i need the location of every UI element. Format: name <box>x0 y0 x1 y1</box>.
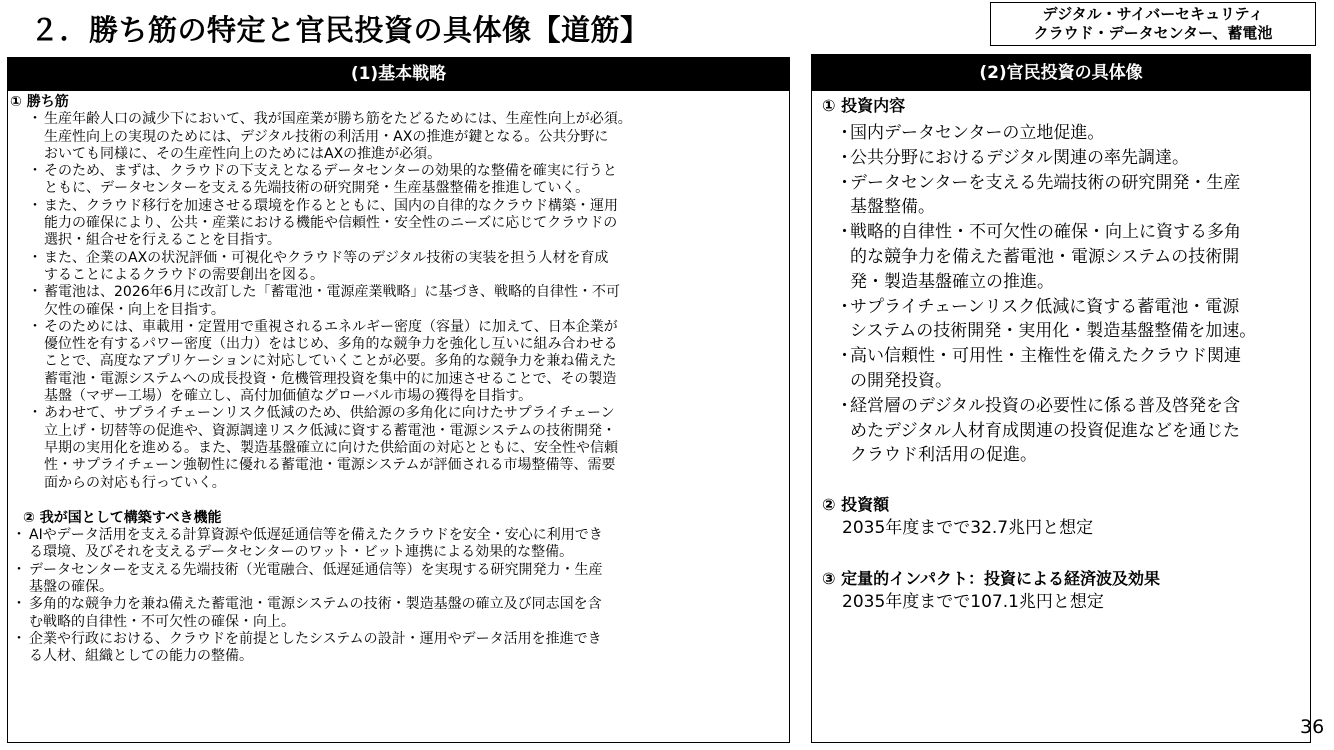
bullet-mark: ・ <box>836 395 853 416</box>
bullet-item <box>10 319 789 405</box>
bullet-line: 企業や行政における、クラウドを前提としたシステムの設計・運用やデータ活用を推進でき <box>29 630 602 647</box>
bullet-line: サプライチェーンリスク低減に資する蓄電池・電源 <box>850 296 1240 317</box>
investment-header: (2)官民投資の具体像 <box>812 55 1310 91</box>
bullet-line: 面からの対応も行っていく。 <box>44 474 226 491</box>
bullet-line: 生産年齢人口の減少下において、我が国産業が勝ち筋をたどるためには、生産性向上が必須。 <box>44 111 632 128</box>
bullet-line: 立上げ・切替等の促進や、資源調達リスク低減に資する蓄電池・電源システムの技術開発・ <box>44 422 617 439</box>
winning-path-heading: ① 勝ち筋 <box>10 94 69 110</box>
bullet-mark: ・ <box>28 284 42 301</box>
bullet-line: あわせて、サプライチェーンリスク低減のため、供給源の多角化に向けたサプライチェーン <box>44 405 615 422</box>
bullet-line: 的な競争力を備えた蓄電池・電源システムの技術開 <box>850 246 1240 267</box>
bullet-mark: ・ <box>12 527 26 544</box>
basic-strategy-body <box>8 91 789 666</box>
bullet-item <box>10 596 789 631</box>
bullet-line: 国内データセンターの立地促進。 <box>850 123 1105 143</box>
bullet-line: む戦略的自律性・不可欠性の確保・向上。 <box>29 613 295 630</box>
bullet-line: 選択・組合せを行えることを目指す。 <box>44 232 281 249</box>
category-tag-box <box>990 2 1316 46</box>
bullet-item <box>10 405 789 491</box>
bullet-item <box>822 121 1310 146</box>
bullet-line: 基盤の確保。 <box>29 579 113 596</box>
bullet-mark: ・ <box>28 318 42 335</box>
bullet-line: 基盤（マザー工場）を確立し、高付加価値なグローバル市場の獲得を目指す。 <box>44 388 533 405</box>
bullet-line: 戦略的自律性・不可欠性の確保・向上に資する多角 <box>850 222 1241 243</box>
bullet-mark: ・ <box>28 405 42 422</box>
bullet-item <box>10 631 789 666</box>
investment-amount-value: 2035年度までで32.7兆円と想定 <box>842 518 1094 539</box>
bullet-item <box>822 171 1310 221</box>
investment-body <box>812 91 1310 614</box>
bullet-line: 能力の確保により、公共・産業における機能や信頼性・安全性のニーズに応じてクラウドの <box>44 215 618 232</box>
bullet-mark: ・ <box>12 596 26 613</box>
bullet-mark: ・ <box>836 172 853 193</box>
basic-strategy-panel <box>7 57 790 743</box>
required-functions-heading: ② 我が国として構築すべき機能 <box>23 509 222 526</box>
bullet-line: 発・製造基盤確立の推進。 <box>850 271 1054 292</box>
bullet-item <box>10 250 789 285</box>
bullet-mark: ・ <box>836 222 853 243</box>
investment-content-list <box>822 121 1310 468</box>
bullet-item <box>10 198 789 250</box>
bullet-item <box>822 146 1310 171</box>
bullet-line: 性・サプライチェーン強靭性に優れる蓄電池・電源システムが評価される市場整備等、需要 <box>44 457 616 474</box>
bullet-line: る環境、及びそれを支えるデータセンターのワット・ビット連携による効果的な整備。 <box>29 544 574 561</box>
bullet-mark: ・ <box>28 111 42 128</box>
bullet-mark: ・ <box>12 630 26 647</box>
winning-path-list <box>10 111 789 492</box>
investment-amount-heading: ② 投資額 <box>822 495 890 515</box>
bullet-line: ともに、データセンターを支える先端技術の研究開発・生産基盤整備を推進していく。 <box>44 180 590 197</box>
page-number: 36 <box>1300 716 1325 738</box>
bullet-item <box>10 111 789 163</box>
bullet-line: おいても同様に、その生産性向上のためにはAXの推進が必須。 <box>44 145 442 162</box>
bullet-mark: ・ <box>28 163 42 180</box>
bullet-mark: ・ <box>12 561 26 578</box>
bullet-line: そのためには、車載用・定置用で重視されるエネルギー密度（容量）に加えて、日本企業が <box>44 318 618 335</box>
bullet-line: 多角的な競争力を兼ね備えた蓄電池・電源システムの技術・製造基盤の確立及び同志国を含 <box>29 596 602 613</box>
bullet-item <box>822 344 1310 394</box>
bullet-line: また、クラウド移行を加速させる環境を作るとともに、国内の自律的なクラウド構築・運用 <box>44 197 618 214</box>
category-tag-line: クラウド・データセンター、蓄電池 <box>1033 24 1273 42</box>
bullet-item <box>822 295 1310 345</box>
category-tag-line: デジタル・サイバーセキュリティ <box>1042 5 1264 23</box>
page-title: ２．勝ち筋の特定と官民投資の具体像【道筋】 <box>30 13 650 47</box>
bullet-item <box>10 562 789 597</box>
bullet-line: 蓄電池・電源システムへの成長投資・危機管理投資を集中的に加速させることで、その製造 <box>44 370 617 387</box>
required-functions-list <box>10 527 789 665</box>
bullet-line: AIやデータ活用を支える計算資源や低遅延通信等を備えたクラウドを安全・安心に利用でき <box>29 527 603 544</box>
bullet-item <box>822 394 1310 468</box>
economic-impact-value: 2035年度までで107.1兆円と想定 <box>842 592 1104 613</box>
bullet-mark: ・ <box>28 249 42 266</box>
bullet-mark: ・ <box>836 147 853 168</box>
bullet-line: クラウド利活用の促進。 <box>850 445 1037 466</box>
bullet-line: 高い信頼性・可用性・主権性を備えたクラウド関連 <box>850 346 1241 367</box>
bullet-line: データセンターを支える先端技術（光電融合、低遅延通信等）を実現する研究開発力・生産 <box>29 561 603 578</box>
bullet-line: システムの技術開発・実用化・製造基盤整備を加速。 <box>850 321 1257 342</box>
bullet-line: 早期の実用化を進める。また、製造基盤確立に向けた供給面の対応とともに、安全性や信頼 <box>44 439 618 456</box>
bullet-item <box>10 527 789 562</box>
bullet-mark: ・ <box>836 123 853 143</box>
bullet-line: データセンターを支える先端技術の研究開発・生産 <box>850 172 1241 193</box>
investment-panel <box>811 54 1311 743</box>
bullet-line: の開発投資。 <box>850 370 952 391</box>
bullet-line: めたデジタル人材育成関連の投資促進などを通じた <box>850 420 1240 441</box>
bullet-mark: ・ <box>28 197 42 214</box>
bullet-line: 経営層のデジタル投資の必要性に係る普及啓発を含 <box>850 395 1240 416</box>
bullet-line: 優位性を有するパワー密度（出力）をはじめ、多角的な競争力を強化し互いに組み合わせる <box>44 336 618 353</box>
investment-content-heading: ① 投資内容 <box>822 96 906 115</box>
bullet-line: そのため、まずは、クラウドの下支えとなるデータセンターの効果的な整備を確実に行うと <box>44 163 617 180</box>
economic-impact-heading: ③ 定量的インパクト：投資による経済波及効果 <box>822 569 1160 589</box>
bullet-item <box>10 163 789 198</box>
bullet-line: 欠性の確保・向上を目指す。 <box>44 301 225 318</box>
bullet-item <box>10 284 789 319</box>
bullet-mark: ・ <box>836 296 853 317</box>
basic-strategy-header: (1)基本戦略 <box>8 58 789 91</box>
bullet-line: 公共分野におけるデジタル関連の率先調達。 <box>850 147 1189 168</box>
bullet-line: また、企業のAXの状況評価・可視化やクラウド等のデジタル技術の実装を担う人材を育成 <box>44 249 609 266</box>
bullet-line: 蓄電池は、2026年6月に改訂した「蓄電池・電源産業戦略」に基づき、戦略的自律性・不可 <box>44 284 620 301</box>
bullet-line: ことで、高度なアプリケーションに対応していくことが必要。多角的な競争力を兼ね備えた <box>44 353 617 370</box>
bullet-mark: ・ <box>836 346 853 367</box>
bullet-line: することによるクラウドの需要創出を図る。 <box>44 266 324 283</box>
bullet-item <box>822 220 1310 294</box>
bullet-line: る人材、組織としての能力の整備。 <box>29 648 253 665</box>
bullet-line: 基盤整備。 <box>850 197 935 218</box>
bullet-line: 生産性向上の実現のためには、デジタル技術の利活用・AXの推進が鍵となる。公共分野に <box>44 128 609 145</box>
